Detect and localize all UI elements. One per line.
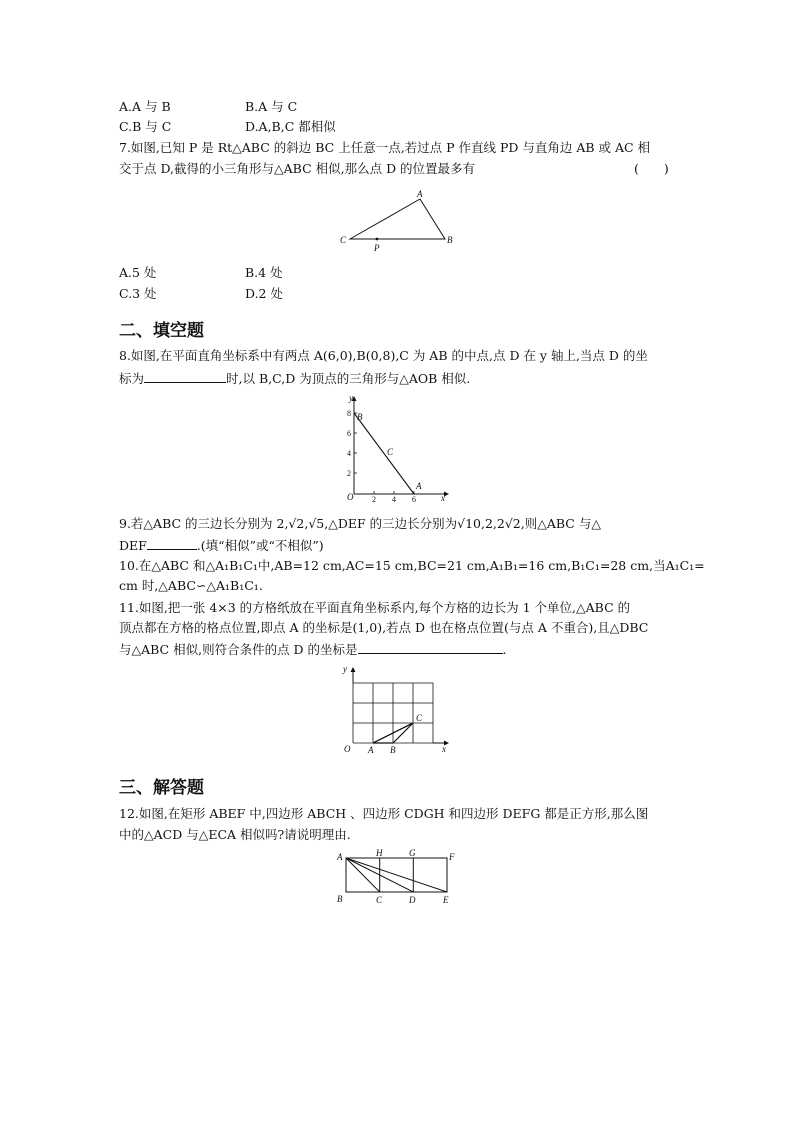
label-b: B	[357, 412, 363, 422]
label-d: D	[409, 895, 416, 905]
q11-text-line3a: 与△ABC 相似,则符合条件的点 D 的坐标是	[119, 642, 358, 657]
xtick-2: 2	[372, 495, 376, 504]
q9-text-line1: 9.若△ABC 的三边长分别为 2,√2,√5,△DEF 的三边长分别为√10,2,2√2,则△ABC 与△	[119, 516, 601, 531]
label-p: P	[374, 243, 380, 253]
section-heading-fill-blank: 二、填空题	[119, 321, 204, 341]
q9-text-line2b: .(填“相似”或“不相似”)	[196, 538, 324, 553]
ytick-2: 2	[347, 469, 351, 478]
q6-option-c: C.B 与 C	[119, 119, 172, 134]
q8-text-line2	[119, 370, 470, 387]
q11-grid-figure	[338, 664, 453, 756]
label-a: A	[416, 481, 422, 491]
q6-option-a: A.A 与 B	[119, 99, 171, 114]
xtick-4: 4	[392, 495, 396, 504]
q9-answer-blank[interactable]	[147, 537, 197, 550]
label-y: y	[343, 664, 347, 674]
q12-rectangle-figure	[334, 847, 464, 909]
q11-text-line2: 顶点都在方格的格点位置,即点 A 的坐标是(1,0),若点 D 也在格点位置(与点 A 不重合),且△DBC	[119, 620, 649, 635]
label-c: C	[387, 447, 394, 457]
label-a: A	[417, 189, 423, 199]
label-a: A	[368, 745, 374, 755]
q8-coordinate-figure	[338, 393, 453, 505]
q7-option-b: B.4 处	[245, 265, 283, 280]
ytick-8: 8	[347, 409, 351, 418]
q8-answer-blank[interactable]	[144, 370, 226, 383]
segment-ab	[354, 413, 414, 494]
q12-text-line1: 12.如图,在矩形 ABEF 中,四边形 ABCH 、四边形 CDGH 和四边形 DEFG 都是正方形,那么图	[119, 806, 649, 821]
q6-option-b: B.A 与 C	[245, 99, 298, 114]
y-axis-arrow	[351, 667, 356, 672]
label-c: C	[416, 713, 423, 723]
q7-option-d: D.2 处	[245, 286, 283, 301]
q11-text-line3	[119, 641, 507, 658]
q7-text-line2: 交于点 D,截得的小三角形与△ABC 相似,那么点 D 的位置最多有	[119, 161, 476, 176]
q7-triangle-figure	[335, 188, 460, 253]
label-b: B	[390, 745, 396, 755]
q12-text-line2: 中的△ACD 与△ECA 相似吗?请说明理由.	[119, 827, 351, 842]
label-e: E	[443, 895, 449, 905]
label-o: O	[344, 744, 351, 754]
q7-option-a: A.5 处	[119, 265, 157, 280]
q8-text-line2b: 时,以 B,C,D 为顶点的三角形与△AOB 相似.	[226, 371, 471, 386]
q11-answer-blank[interactable]	[358, 641, 503, 654]
q11-text-line3b: .	[502, 642, 507, 657]
q11-text-line1: 11.如图,把一张 4×3 的方格纸放在平面直角坐标系内,每个方格的边长为 1 个单位,△ABC 的	[119, 600, 631, 615]
label-h: H	[376, 848, 383, 858]
xtick-6: 6	[412, 495, 416, 504]
section-heading-solve: 三、解答题	[119, 778, 204, 798]
label-a: A	[337, 852, 343, 862]
label-c: C	[340, 235, 347, 245]
q9-text-line2a: DEF	[119, 538, 147, 553]
q10-text-line2: cm 时,△ABC∽△A₁B₁C₁.	[119, 578, 263, 593]
q9-text-line2	[119, 537, 324, 554]
label-c: C	[376, 895, 383, 905]
label-b: B	[337, 894, 343, 904]
q7-text-line1: 7.如图,已知 P 是 Rt△ABC 的斜边 BC 上任意一点,若过点 P 作直线 PD 与直角边 AB 或 AC 相	[119, 140, 651, 155]
label-f: F	[449, 852, 455, 862]
q6-option-d: D.A,B,C 都相似	[245, 119, 336, 134]
label-b: B	[447, 235, 453, 245]
label-x: x	[442, 744, 446, 754]
label-o: O	[347, 492, 354, 502]
q7-option-c: C.3 处	[119, 286, 157, 301]
point-p	[376, 238, 379, 241]
ytick-6: 6	[347, 429, 351, 438]
q10-text-line1: 10.在△ABC 和△A₁B₁C₁中,AB=12 cm,AC=15 cm,BC=21 cm,A₁B₁=16 cm,B₁C₁=28 cm,当A₁C₁=	[119, 558, 705, 573]
segment-ae	[346, 858, 447, 892]
q8-text-line1: 8.如图,在平面直角坐标系中有两点 A(6,0),B(0,8),C 为 AB 的中点,点 D 在 y 轴上,当点 D 的坐	[119, 348, 648, 363]
segment-ac	[346, 858, 380, 892]
label-x: x	[441, 493, 445, 503]
label-g: G	[409, 848, 416, 858]
triangle-abc	[350, 199, 445, 239]
q8-text-line2a: 标为	[119, 371, 145, 386]
ytick-4: 4	[347, 449, 351, 458]
q7-answer-paren: ( )	[634, 161, 669, 176]
label-y: y	[349, 393, 353, 403]
